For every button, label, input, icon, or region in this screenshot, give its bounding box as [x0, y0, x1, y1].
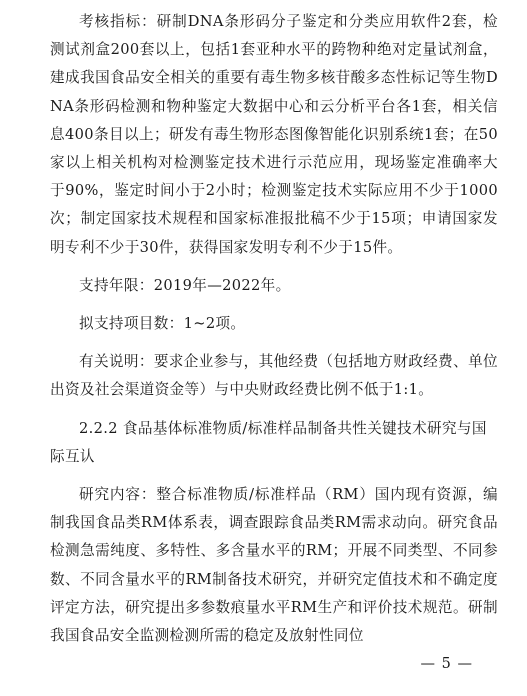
project-count-paragraph: 拟支持项目数：1~2项。 — [79, 315, 246, 333]
notes-paragraph: 有关说明：要求企业参与，其他经费（包括地方财政经费、单位出资及社会渠道资金等）与中央财政经费比例不低于1:1。 — [50, 353, 498, 399]
page-number: — 5 — — [420, 656, 473, 672]
research-content-paragraph: 研究内容：整合标准物质/标准样品（RM）国内现有资源，编制我国食品类RM体系表，调查跟踪食品类RM需求动向。研究食品检测急需纯度、多特性、多含量水平的RM；开展不同类型、不同参数、不同含量水平的RM制备技术研究，并研究定值技术和不确定度评定方法，研究提出多参数痕量水平RM生产和评价技术规范。研制我国食品安全监测检测所需的稳定及放射性同位 — [50, 486, 498, 645]
support-period-paragraph: 支持年限：2019年—2022年。 — [79, 276, 291, 294]
document-body — [50, 8, 498, 660]
assessment-indicators-paragraph: 考核指标：研制DNA条形码分子鉴定和分类应用软件2套，检测试剂盒200套以上，包括1套亚种水平的跨物种绝对定量试剂盒，建成我国食品安全相关的重要有毒生物多核苷酸多态性标记等生物DNA条形码检测和物种鉴定大数据中心和云分析平台各1套，相关信息400条目以上；研发有毒生物形态图像智能化识别系统1套；在50家以上相关机构对检测鉴定技术进行示范应用，现场鉴定准确率大于90%，鉴定时间小于2小时；检测鉴定技术实际应用不少于1000次；制定国家技术规程和国家标准报批稿不少于15项；申请国家发明专利不少于30件，获得国家发明专利不少于15件。 — [50, 13, 498, 256]
section-heading: 2.2.2 食品基体标准物质/标准样品制备共性关键技术研究与国际互认 — [50, 419, 487, 465]
